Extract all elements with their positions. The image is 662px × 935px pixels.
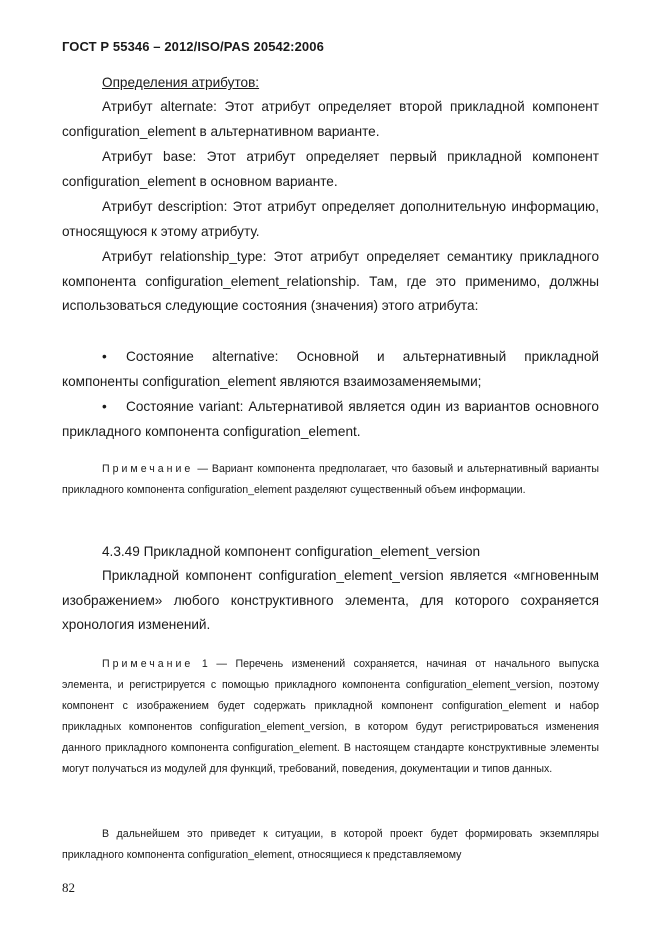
bullet-dot: • xyxy=(102,399,107,414)
para-relationship-type: Атрибут relationship_type: Этот атрибут определяет семантику прикладного компонента configuration_element_relationship. Там, где это применимо, должны использоваться следующие состояния (значения) этого атрибута: xyxy=(62,249,599,314)
bullet-alternative: • Состояние alternative: Основной и альтернативный прикладной компоненты configuration_element являются взаимозаменяемыми; xyxy=(62,345,599,394)
section-heading-4-3-49: 4.3.49 Прикладной компонент configuration_element_version xyxy=(102,544,481,559)
para-alternate: Атрибут alternate: Этот атрибут определяет второй прикладной компонент configuration_element в альтернативном варианте. xyxy=(62,99,599,139)
note-variant: Примечание — Вариант компонента предполагает, что базовый и альтернативный варианты прикладного компонента configuration_element разделяют существенный объем информации. xyxy=(62,463,599,496)
document-header: ГОСТ Р 55346 – 2012/ISO/PAS 20542:2006 xyxy=(62,39,324,54)
para-description: Атрибут description: Этот атрибут определяет дополнительную информацию, относящуюся к этому атрибуту. xyxy=(62,199,599,239)
para-base: Атрибут base: Этот атрибут определяет первый прикладной компонент configuration_element в основном варианте. xyxy=(62,149,599,189)
attr-defs-title: Определения атрибутов: xyxy=(102,75,260,90)
document-page xyxy=(62,0,599,935)
bullet-dot: • xyxy=(102,349,107,364)
note-1-continuation: В дальнейшем это приведет к ситуации, в которой проект будет формировать экземпляры прикладного компонента configuration_element, относящиеся к представляемому xyxy=(62,828,599,861)
para-configuration-element-version: Прикладной компонент configuration_element_version является «мгновенным изображением» любого конструктивного элемента, для которого сохраняется хронология изменений. xyxy=(62,568,599,633)
note-label: Примечание xyxy=(102,658,194,670)
bullet-variant: • Состояние variant: Альтернативой является один из вариантов основного прикладного компонента configuration_element. xyxy=(62,395,599,444)
note-1-version: Примечание 1 — Перечень изменений сохраняется, начиная от начального выпуска элемента, и регистрируется с помощью прикладного компонента configuration_element_version, поэтому компонент с изображением будет содержать прикладной компонент configuration_element и набор прикладных компонентов configuration_element_version, в котором будут регистрироваться изменения данного прикладного компонента configuration_element. В настоящем стандарте конструктивные элементы могут получаться из модулей для функций, требований, поведения, документации и типов данных. xyxy=(62,658,599,775)
page-number: 82 xyxy=(62,880,75,895)
note-label: Примечание xyxy=(102,463,194,475)
